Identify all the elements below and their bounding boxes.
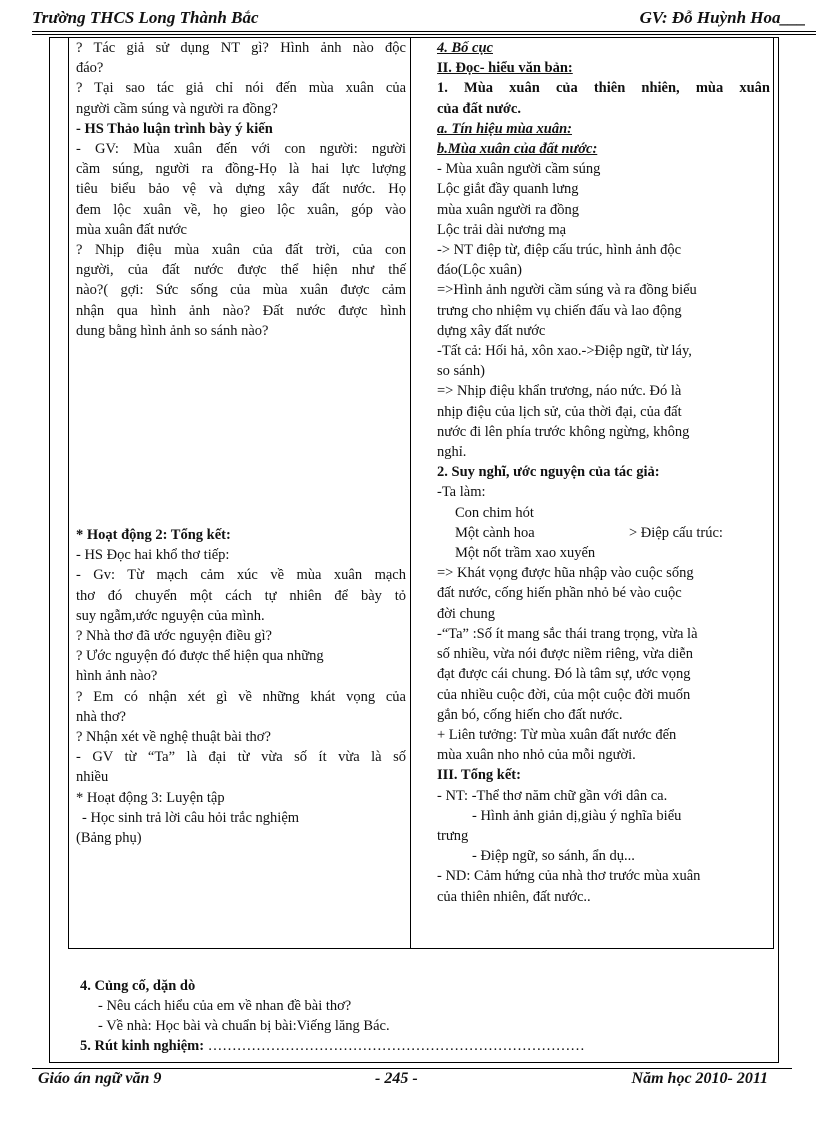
section-heading: III. Tổng kết:: [437, 767, 521, 784]
footer-rule: [32, 1068, 792, 1069]
section-heading: 2. Suy nghĩ, ước nguyện của tác giả:: [437, 464, 660, 481]
page-footer: [32, 1070, 792, 1092]
text-line: nhà thơ?: [76, 708, 126, 725]
page-header: [32, 0, 816, 30]
text-line: đáo?: [76, 60, 104, 77]
text-line: người cầm súng và người ra đồng?: [76, 100, 278, 117]
poem-line-text: Một cành hoa: [455, 524, 535, 541]
poem-line: [437, 523, 770, 543]
text-line: số nhiều, vừa nói được niềm riêng, vừa diễn: [437, 646, 693, 663]
text-line: thơ đó chuyển một cách tự nhiên để bày tỏ: [76, 587, 406, 604]
text-line: nào?( gợi: Sức sống của mùa xuân được cảm: [76, 282, 406, 299]
poem-line: - Mùa xuân người cầm súng: [437, 161, 601, 178]
text-line: -Ta làm:: [437, 484, 486, 501]
text-line: người, của đất nước được thể hiện như thế: [76, 262, 406, 279]
page-number: - 245 -: [375, 1070, 418, 1087]
text-line: tiêu biểu bảo vệ và dựng xây đất nước. Họ: [76, 181, 406, 198]
text-line: đất nước, cống hiến phần nhỏ bé vào cuộc: [437, 585, 682, 602]
section-heading: 4. Bố cục: [437, 40, 493, 56]
structure-note: > Điệp cấu trúc:: [629, 524, 723, 541]
text-line: => Khát vọng được hũa nhập vào cuộc sống: [437, 565, 694, 582]
blank-space: [76, 341, 406, 525]
text-line: dựng xây đất nước: [437, 322, 546, 339]
subsection-heading: b.Mùa xuân của đất nước:: [437, 141, 598, 158]
text-line: suy ngẫm,ước nguyện của mình.: [76, 607, 265, 624]
text-line: - GV: Mùa xuân đến với con người: người: [76, 141, 406, 158]
text-line: mùa xuân nho nhỏ của mỗi người.: [437, 747, 636, 764]
text-line: trưng: [437, 827, 469, 844]
column-divider: [410, 37, 411, 949]
header-rule: [32, 31, 816, 32]
activity-heading: * Hoạt động 3: Luyện tập: [76, 789, 225, 806]
text-line: -> NT điệp từ, điệp cấu trúc, hình ảnh độc: [437, 242, 682, 259]
section-heading: của đất nước.: [437, 100, 521, 117]
text-line: nhịp điệu của lịch sử, của thời đại, của đất: [437, 403, 682, 420]
section-heading: 4. Củng cố, dặn dò: [80, 978, 196, 994]
text-line: trưng cho nhiệm vụ chiến đấu và lao động: [437, 302, 682, 319]
section-heading: II. Đọc- hiểu văn bản:: [437, 60, 573, 77]
text-line: so sánh): [437, 363, 485, 380]
text-line: ? Ước nguyện đó được thể hiện qua những: [76, 648, 324, 665]
section-heading: 1. Mùa xuân của thiên nhiên, mùa xuân: [437, 80, 770, 97]
poem-line: Con chim hót: [455, 504, 534, 521]
text-line: ? Nhận xét về nghệ thuật bài thơ?: [76, 729, 271, 746]
school-name: Trường THCS Long Thành Bắc: [32, 8, 259, 27]
text-line: - Học sinh trả lời câu hỏi trắc nghiệm: [82, 809, 300, 826]
poem-line: Lộc giắt đầy quanh lưng: [437, 181, 579, 198]
section-heading: 5. Rút kinh nghiệm:: [80, 1038, 205, 1054]
text-line: - Nêu cách hiểu của em về nhan đề bài thơ?: [98, 998, 352, 1014]
text-line: [80, 1036, 770, 1056]
text-line: =>Hình ảnh người cầm súng và ra đồng biểu: [437, 282, 697, 299]
text-line: nhận qua hình ảnh nào? Đất nước được hình: [76, 302, 406, 319]
text-line: - HS Đọc hai khổ thơ tiếp:: [76, 547, 230, 564]
footer-subject: Giáo án ngữ văn 9: [38, 1070, 162, 1087]
text-line: ? Tại sao tác giả chỉ nói đến mùa xuân của: [76, 80, 406, 97]
text-line: - Điệp ngữ, so sánh, ẩn dụ...: [472, 848, 635, 865]
text-line: nước đi lên phía trước không ngừng, không: [437, 423, 690, 440]
poem-line: Lộc trải dài nương mạ: [437, 221, 567, 238]
text-line: -“Ta” :Số ít mang sắc thái trang trọng, vừa là: [437, 625, 698, 642]
text-line: - Hình ảnh giản dị,giàu ý nghĩa biểu: [472, 807, 682, 824]
text-line: - GV từ “Ta” là đại từ vừa số ít vừa là số: [76, 749, 406, 766]
lesson-content: [437, 38, 770, 907]
teacher-name: GV: Đỗ Huỳnh Hoa___: [639, 8, 806, 27]
text-line: đem lộc xuân về, họ gieo lộc xuân, góp vào: [76, 201, 406, 218]
text-line: nghỉ.: [437, 444, 467, 461]
text-line: mùa xuân đất nước: [76, 221, 187, 238]
text-line: - Về nhà: Học bài và chuẩn bị bài:Viếng lăng Bác.: [98, 1018, 390, 1034]
activity-heading: * Hoạt động 2: Tổng kết:: [76, 527, 231, 544]
text-line: => Nhịp điệu khẩn trương, náo nức. Đó là: [437, 383, 682, 400]
text-line: dung bằng hình ảnh so sánh nào?: [76, 322, 269, 339]
text-line: ? Nhịp điệu mùa xuân của đất trời, của con: [76, 242, 406, 259]
teacher-student-activities: [76, 38, 406, 848]
text-line: của nhiều cuộc đời, của một cuộc đời muốn: [437, 686, 691, 703]
subsection-heading: a. Tín hiệu mùa xuân:: [437, 120, 572, 137]
text-line: hình ảnh nào?: [76, 668, 158, 685]
header-rule-2: [32, 34, 816, 35]
text-line: (Bảng phụ): [76, 830, 142, 847]
text-line: - Gv: Từ mạch cảm xúc về mùa xuân mạch: [76, 567, 406, 584]
text-line: đạt được cái chung. Đó là tâm sự, ước vọng: [437, 666, 691, 683]
text-line: cầm súng, người ra đồng-Họ là hai lực lượng: [76, 161, 406, 178]
text-line: ? Tác giả sử dụng NT gì? Hình ảnh nào độc: [76, 40, 406, 56]
text-line: - HS Thảo luận trình bày ý kiến: [76, 120, 273, 137]
text-line: của thiên nhiên, đất nước..: [437, 888, 591, 905]
text-line: ? Nhà thơ đã ước nguyện điều gì?: [76, 628, 272, 645]
text-line: - NT: -Thể thơ năm chữ gần với dân ca.: [437, 787, 668, 804]
text-line: gắn bó, cống hiến cho đất nước.: [437, 706, 623, 723]
poem-line: mùa xuân người ra đồng: [437, 201, 579, 218]
text-line: đời chung: [437, 605, 496, 622]
text-line: + Liên tưởng: Từ mùa xuân đất nước đến: [437, 726, 677, 743]
lesson-closing: [80, 976, 770, 1056]
text-line: - ND: Cảm hứng của nhà thơ trước mùa xuân: [437, 868, 701, 885]
text-line: -Tất cả: Hối hả, xôn xao.->Điệp ngữ, từ láy,: [437, 343, 692, 360]
text-line: đáo(Lộc xuân): [437, 262, 522, 279]
poem-line: Một nốt trầm xao xuyến: [455, 545, 596, 562]
text-line: nhiều: [76, 769, 109, 786]
school-year: Năm học 2010- 2011: [631, 1070, 768, 1087]
dotted-line: ……………………………………………………………………: [207, 1038, 585, 1054]
text-line: ? Em có nhận xét gì về những khát vọng của: [76, 688, 406, 705]
